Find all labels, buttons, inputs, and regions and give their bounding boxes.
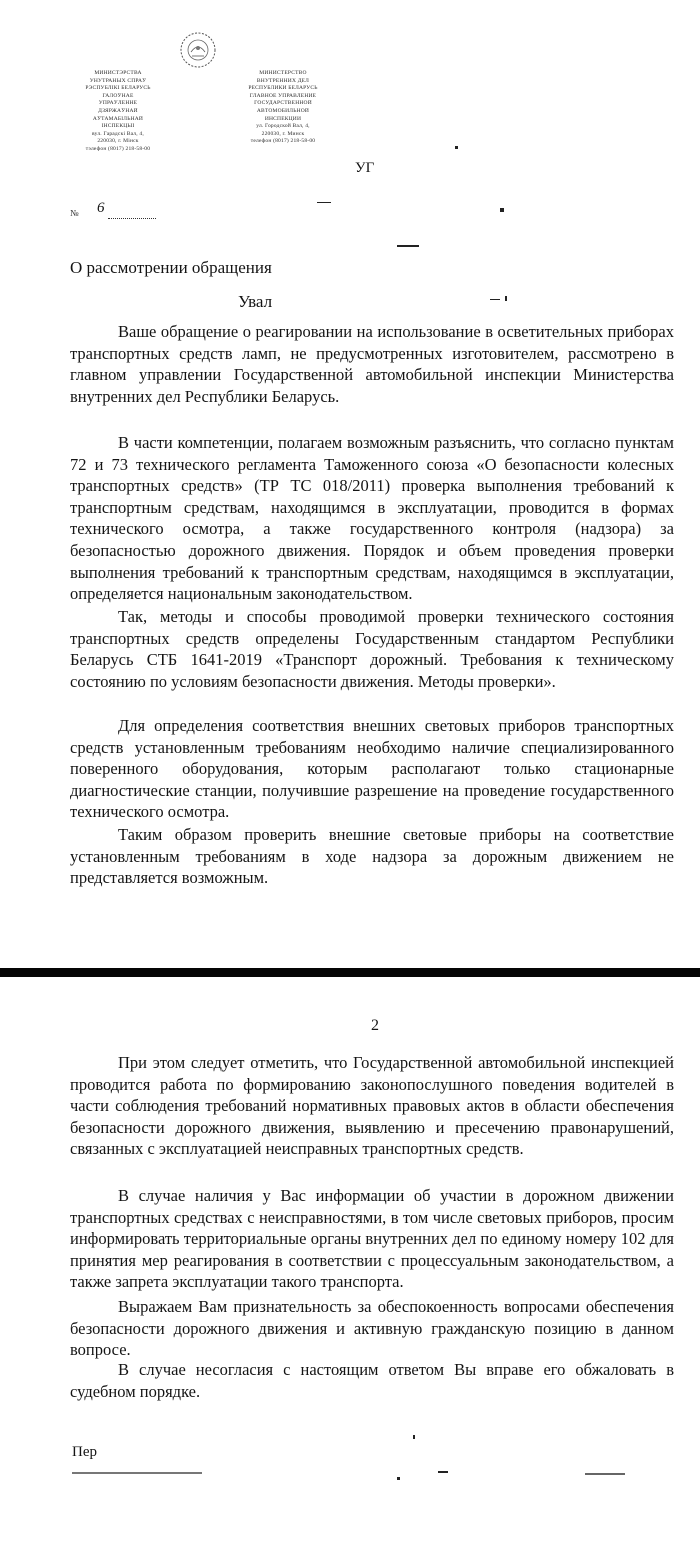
letterhead-line: ГЛАВНОЕ УПРАВЛЕНИЕ [249, 92, 317, 99]
paragraph: Так, методы и способы проводимой проверки технического состояния транспортных средств определены Государственным стандартом Республики Беларусь СТБ 1641-2019 «Транспорт дорожный. Требования к техническому состоянию по условиям безопасности движения. Методы проверки». [70, 607, 674, 691]
paragraph: Ваше обращение о реагировании на использование в осветительных приборах транспортных средств ламп, не предусмотренных изготовителем, рассмотрено в главном управлении Государственной автомобильной инспекции Министерства внутренних дел Республики Беларусь. [70, 322, 674, 406]
paragraph: В случае несогласия с настоящим ответом Вы вправе его обжаловать в судебном порядке. [70, 1360, 674, 1401]
scan-speck [490, 299, 500, 300]
letterhead-line: 220030, г. Мінск [97, 138, 139, 145]
scan-speck [397, 1477, 400, 1480]
letterhead-line: вул. Гарадскі Вал, 4, [92, 130, 144, 137]
letterhead-line: УПРАЎЛЕННЕ [98, 100, 138, 107]
scan-speck [585, 1473, 625, 1475]
scan-speck [500, 208, 504, 212]
letterhead-line: РЭСПУБЛІКІ БЕЛАРУСЬ [85, 85, 151, 92]
letterhead-line: ГАЛОЎНАЕ [102, 92, 134, 99]
page-number: 2 [371, 1017, 379, 1034]
letterhead-line: ГОСУДАРСТВЕННОЙ [254, 100, 312, 107]
letterhead-line: МИНИСТЭРСТВА [94, 70, 142, 76]
letterhead-line: РЕСПУБЛИКИ БЕЛАРУСЬ [248, 85, 318, 92]
page-separator [0, 968, 700, 977]
scan-speck [438, 1471, 448, 1473]
scan-speck [72, 1472, 202, 1474]
letterhead-line: АВТОМОБИЛЬНОЙ [256, 107, 310, 114]
scan-speck [505, 296, 507, 301]
recipient-fragment: УГ [355, 160, 375, 176]
paragraph: В части компетенции, полагаем возможным разъяснить, что согласно пунктам 72 и 73 технического регламента Таможенного союза «О безопасности колесных транспортных средств» (ТР ТС 018/2011) проверка выполнения требований к транспортным средствам, находящимся в эксплуатации, проводится в формах технического осмотра, а также государственного контроля (надзора) за безопасностью дорожного движения. Порядок и объем проведения проверки выполнения требований к транспортным средствам, находящимся в эксплуатации, определяется национальным законодательством. [70, 433, 674, 604]
letterhead-line: ДЗЯРЖАЎНАЙ [98, 107, 138, 114]
paragraph: Для определения соответствия внешних световых приборов транспортных средств установленным требованиям необходимо наличие специализированного поверенного оборудования, которым располагают только стационарные диагностические станции, получившие разрешение на проведение государственного технического осмотра. [70, 716, 674, 822]
scan-speck [413, 1435, 415, 1439]
letterhead-line: УНУТРАНЫХ СПРАЎ [89, 77, 147, 84]
letterhead-line: телефон (8017) 218-58-00 [250, 138, 316, 145]
letterhead-line: МИНИСТЕРСТВО [259, 70, 307, 76]
letterhead-russian [228, 70, 338, 146]
paragraph: При этом следует отметить, что Государственной автомобильной инспекцией проводится работа по формированию законопослушного поведения водителей в части соблюдения требований нормативных правовых актов в области обеспечения безопасности дорожного движения, выявлению и пресечению правонарушений, связанных с эксплуатацией неисправных транспортных средств. [70, 1053, 674, 1159]
registration-number-value: 6 [97, 200, 105, 216]
letterhead-line: ІНСПЕКЦЫІ [101, 123, 135, 130]
scan-speck [397, 245, 419, 247]
signature-fragment: Пер [72, 1444, 97, 1460]
paragraph: Выражаем Вам признательность за обеспокоенность вопросами обеспечения безопасности дорожного движения и активную гражданскую позицию в данном вопросе. [70, 1297, 674, 1360]
letterhead-line: тэлефон (8017) 218-58-00 [85, 145, 151, 152]
letterhead-line: ИНСПЕКЦИИ [264, 115, 302, 122]
letterhead-line: АЎТАМАБІЛЬНАЙ [92, 115, 144, 122]
document-page-2 [0, 977, 700, 1556]
scan-speck [455, 146, 458, 149]
scan-speck [317, 202, 331, 203]
letterhead-line: ВНУТРЕННИХ ДЕЛ [256, 77, 310, 84]
registration-number-label: № [70, 208, 80, 218]
letterhead-line: ул. Городской Вал, 4, [256, 123, 310, 130]
paragraph: В случае наличия у Вас информации об участии в дорожном движении транспортных средствах с неисправностями, в том числе световых приборов, просим информировать территориальные органы внутренних дел по единому номеру 102 для принятия мер реагирования в соответствии с процессуальным законодательством, а также запрета эксплуатации такого транспорта. [70, 1186, 674, 1292]
emblem-icon [178, 30, 218, 70]
letter-subject: О рассмотрении обращения [70, 258, 272, 277]
letterhead-belarusian [63, 70, 173, 154]
letter-greeting: Увал [238, 292, 273, 311]
paragraph: Таким образом проверить внешние световые приборы на соответствие установленным требованиям в ходе надзора за дорожным движением не представляется возможным. [70, 825, 674, 888]
registration-dotted-line [108, 218, 156, 220]
letterhead-line: 220030, г. Минск [261, 130, 305, 137]
